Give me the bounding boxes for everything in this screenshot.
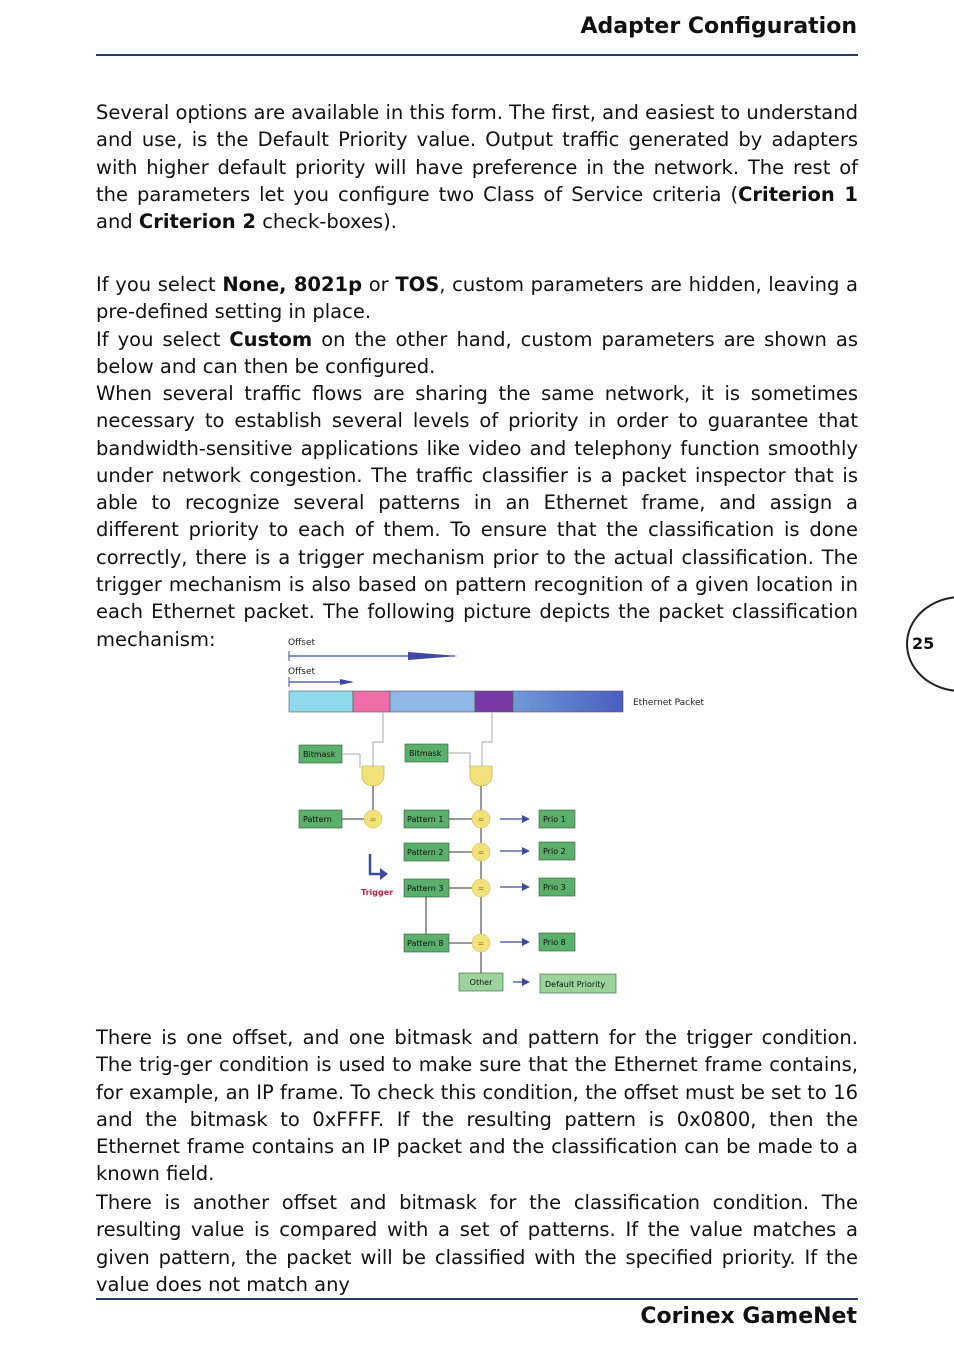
svg-text:Pattern 1: Pattern 1 xyxy=(407,815,444,824)
svg-text:Pattern 8: Pattern 8 xyxy=(407,939,444,948)
svg-text:Prio 1: Prio 1 xyxy=(543,815,566,824)
bold-text: None, 8021p xyxy=(222,273,363,296)
bold-text: Criterion 2 xyxy=(138,210,256,234)
bold-text: Criterion 1 xyxy=(738,182,858,206)
text-run: If you select xyxy=(96,328,230,351)
trigger-label: Trigger xyxy=(361,888,394,897)
text-run: There is one offset, and one bitmask and pattern for the trigger condition. The trig-ger condition is used to make sure that the Ethernet frame contains, for example, an IP frame. To check this condition, the offset must be set to 16 and the bitmask to 0xFFFF. If the resulting pattern is 0x0800, then the Ethernet frame contains an IP packet and the classification can be made to a known field. xyxy=(96,1026,858,1186)
offset-label-top: Offset xyxy=(288,638,316,648)
svg-text:=: = xyxy=(477,848,485,857)
text-run: If you select xyxy=(96,273,223,296)
svg-text:=: = xyxy=(477,939,485,948)
paragraph-2 xyxy=(96,271,858,326)
bold-text: Custom xyxy=(229,328,313,351)
bold-text: TOS xyxy=(395,273,440,296)
paragraph-5 xyxy=(96,1024,858,1188)
text-run: There is another offset and bitmask for the classification condition. The resulting value is compared with a set of patterns. If the value matches a given pattern, the packet will be classified with the specified priority. If the value does not match any xyxy=(96,1191,858,1296)
header-rule xyxy=(96,54,858,56)
svg-text:=: = xyxy=(477,815,485,824)
pattern-trigger-label: Pattern xyxy=(303,815,332,824)
ethernet-packet-label: Ethernet Packet xyxy=(633,698,705,708)
equals-trigger-sign: = xyxy=(369,815,377,824)
svg-text:Prio 8: Prio 8 xyxy=(543,938,566,947)
paragraph-3 xyxy=(96,326,858,381)
pattern-row-3 xyxy=(404,878,575,897)
packet-classification-diagram xyxy=(270,630,730,1000)
pattern-row-2 xyxy=(404,842,575,861)
ethernet-packet-bar xyxy=(289,691,623,712)
footer-rule xyxy=(96,1298,858,1300)
text-run: , custom parameters are hidden, leaving a pre-defined setting in place. xyxy=(96,273,858,324)
and-gate-trigger-icon xyxy=(362,766,384,786)
pattern-row-8 xyxy=(404,933,575,952)
and-gate-class-icon xyxy=(470,766,492,786)
offset-label-bottom: Offset xyxy=(288,667,316,677)
bitmask-trigger-label: Bitmask xyxy=(303,750,336,759)
paragraph-4 xyxy=(96,380,858,653)
text-run: When several traffic flows are sharing the same network, it is sometimes necessary to establish several levels of priority in order to guarantee that bandwidth-sensitive applications like video and telephony function smoothly under network congestion. The traffic classifier is a packet inspector that is able to recognize several patterns in an Ethernet frame, and assign a different priority to each of them. To ensure that the classification is done correctly, there is a trigger mechanism prior to the actual classification. The trigger mechanism is also based on pattern recognition of a given location in each Ethernet packet. The following picture depicts the packet classification mechanism: xyxy=(96,382,858,651)
text-run: or xyxy=(362,273,396,296)
text-run: and xyxy=(96,210,139,234)
svg-text:Prio 3: Prio 3 xyxy=(543,883,566,892)
text-run: on the other hand, custom parameters are shown as below and can then be configured. xyxy=(96,328,858,379)
svg-text:=: = xyxy=(477,884,485,893)
page-number: 25 xyxy=(912,634,935,653)
text-run: check-boxes). xyxy=(256,210,397,234)
header-title: Adapter Configuration xyxy=(580,14,857,39)
bitmask-class-label: Bitmask xyxy=(409,749,442,758)
svg-text:Prio 2: Prio 2 xyxy=(543,847,566,856)
paragraph-1 xyxy=(96,99,858,235)
default-priority-label: Default Priority xyxy=(545,980,606,989)
footer-title: Corinex GameNet xyxy=(640,1304,857,1329)
other-label: Other xyxy=(469,978,493,987)
pattern-row-1 xyxy=(404,810,575,828)
trigger-arrow-icon xyxy=(370,854,388,880)
svg-text:Pattern 2: Pattern 2 xyxy=(407,848,444,857)
text-run: Several options are available in this form. The first, and easiest to understand and use, is the Default Priority value. Output traffic generated by adapters with higher default priority will have preference in the network. The rest of the parameters let you configure two Class of Service criteria ( xyxy=(96,101,858,206)
svg-text:Pattern 3: Pattern 3 xyxy=(407,884,444,893)
paragraph-6 xyxy=(96,1189,858,1298)
